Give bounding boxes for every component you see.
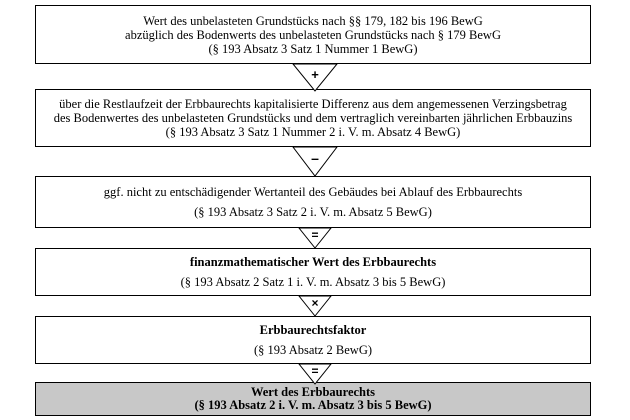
step-1-line-2: abzüglich des Bodenwerts des unbelasteten Grundstücks nach § 179 BewG xyxy=(125,27,501,42)
step-1-line-3: (§ 193 Absatz 3 Satz 1 Nummer 1 BewG) xyxy=(208,41,418,56)
operator-plus: + xyxy=(311,67,319,82)
operator-equals-2: = xyxy=(311,364,319,378)
step-3-line-2: (§ 193 Absatz 3 Satz 2 i. V. m. Absatz 5 BewG) xyxy=(194,205,432,219)
step-4-line-2: (§ 193 Absatz 2 Satz 1 i. V. m. Absatz 3 bis 5 BewG) xyxy=(180,275,446,289)
operator-minus: – xyxy=(311,150,319,166)
operator-equals-1: = xyxy=(311,228,319,242)
arrow-minus xyxy=(293,147,337,176)
operator-times: × xyxy=(311,296,319,310)
step-5-line-1: Erbbaurechtsfaktor xyxy=(259,323,367,337)
result-line-1: Wert des Erbbaurechts xyxy=(250,385,376,399)
result-line-2: (§ 193 Absatz 2 i. V. m. Absatz 3 bis 5 BewG) xyxy=(194,398,432,412)
step-2-line-1: über die Restlaufzeit der Erbbaurechts kapitalisierte Differenz aus dem angemessenen Verzingsbetrag xyxy=(59,97,567,111)
arrow-times xyxy=(299,296,331,316)
step-3-line-1: ggf. nicht zu entschädigender Wertanteil des Gebäudes bei Ablauf des Erbbaurechts xyxy=(103,185,523,199)
step-5-line-2: (§ 193 Absatz 2 BewG) xyxy=(253,343,373,357)
step-1-line-1: Wert des unbelasteten Grundstücks nach §§ 179, 182 bis 196 BewG xyxy=(143,13,483,28)
step-2-line-2: des Bodenwertes des unbelasteten Grundstücks und dem vertraglich vereinbarten jährlichen Erbbauzins xyxy=(53,111,573,125)
arrow-equals-1 xyxy=(299,228,331,248)
arrow-equals-2 xyxy=(299,364,331,384)
step-2-line-3: (§ 193 Absatz 3 Satz 1 Nummer 2 i. V. m. Absatz 4 BewG) xyxy=(165,125,461,139)
step-4-line-1: finanzmathematischer Wert des Erbbaurechts xyxy=(189,255,437,269)
arrow-plus xyxy=(293,64,337,91)
